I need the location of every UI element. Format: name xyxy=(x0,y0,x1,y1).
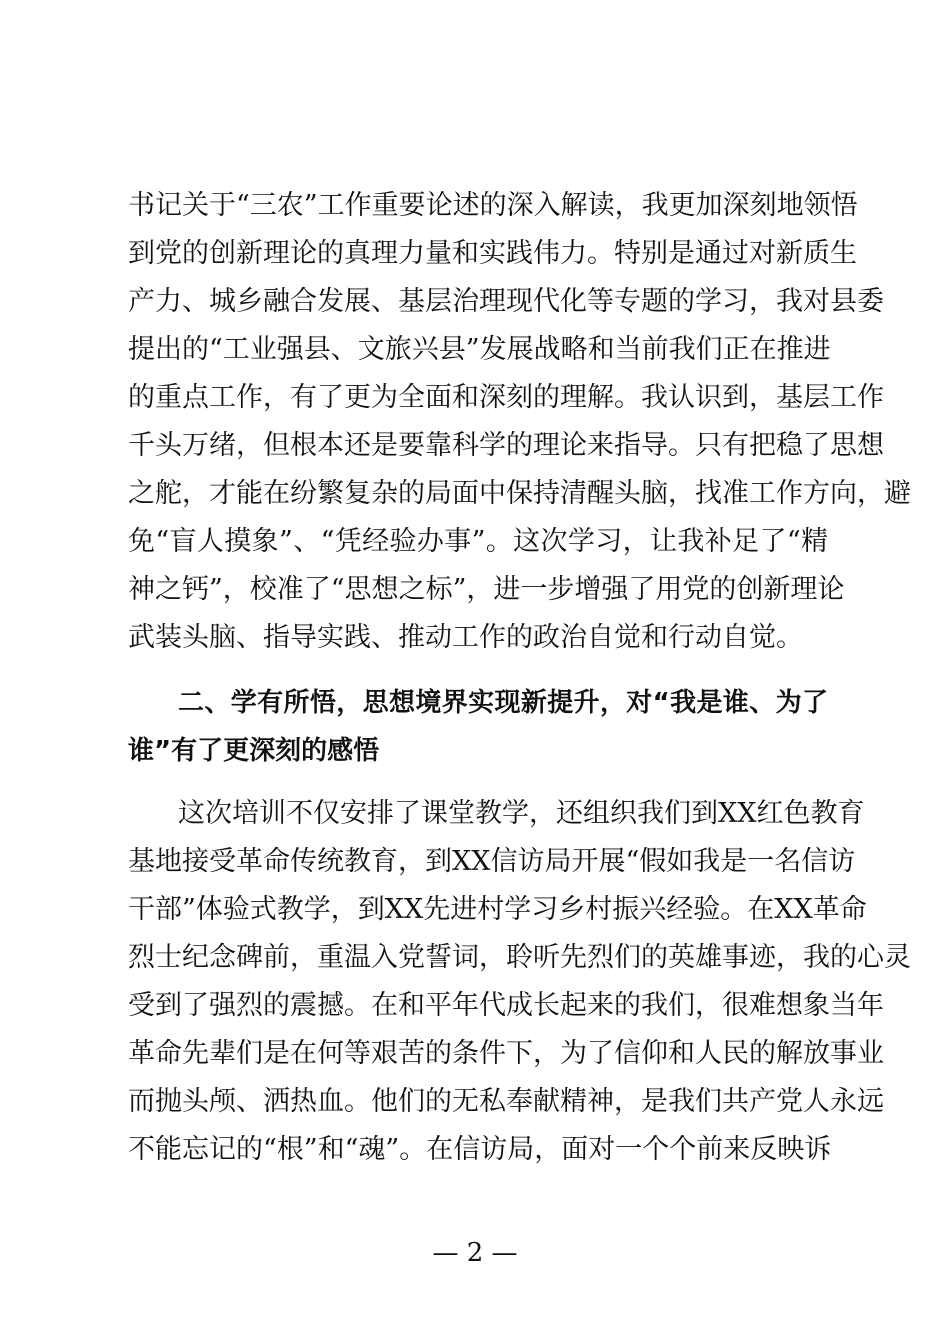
paragraph-1-line-10: 武装头脑、指导实践、推动工作的政治自觉和行动自觉。 xyxy=(128,622,803,653)
section-heading-line-2: 谁”有了更深刻的感悟 xyxy=(128,736,380,766)
paragraph-1-line-6: 千头万绪，但根本还是要靠科学的理论来指导。只有把稳了思想 xyxy=(128,430,884,461)
paragraph-1-line-8: 免“盲人摸象”、“凭经验办事”。这次学习，让我补足了“精 xyxy=(128,526,828,557)
paragraph-1-line-5: 的重点工作，有了更为全面和深刻的理解。我认识到，基层工作 xyxy=(128,382,884,413)
paragraph-1-line-2: 到党的创新理论的真理力量和实践伟力。特别是通过对新质生 xyxy=(128,238,857,269)
paragraph-2-line-5: 受到了强烈的震撼。在和平年代成长起来的我们，很难想象当年 xyxy=(128,990,884,1021)
paragraph-2-line-4: 烈士纪念碑前，重温入党誓词，聆听先烈们的英雄事迹，我的心灵 xyxy=(128,942,911,973)
paragraph-1-line-1: 书记关于“三农”工作重要论述的深入解读，我更加深刻地领悟 xyxy=(128,190,858,221)
paragraph-2-line-6: 革命先辈们是在何等艰苦的条件下，为了信仰和人民的解放事业 xyxy=(128,1038,884,1069)
paragraph-1-line-9: 神之钙”，校准了“思想之标”，进一步增强了用党的创新理论 xyxy=(128,574,845,605)
paragraph-1-line-7: 之舵，才能在纷繁复杂的局面中保持清醒头脑，找准工作方向，避 xyxy=(128,478,911,509)
section-heading-line-1: 二、学有所悟，思想境界实现新提升，对“我是谁、为了 xyxy=(178,688,828,718)
paragraph-2-line-3: 干部”体验式教学，到XX先进村学习乡村振兴经验。在XX革命 xyxy=(128,894,867,925)
paragraph-1-line-3: 产力、城乡融合发展、基层治理现代化等专题的学习，我对县委 xyxy=(128,286,884,317)
paragraph-2-line-1: 这次培训不仅安排了课堂教学，还组织我们到XX红色教育 xyxy=(178,798,865,829)
paragraph-1-line-4: 提出的“工业强县、文旅兴县”发展战略和当前我们正在推进 xyxy=(128,334,831,365)
page-number: — 2 — xyxy=(432,1238,518,1268)
paragraph-2-line-2: 基地接受革命传统教育，到XX信访局开展“假如我是一名信访 xyxy=(128,846,856,877)
paragraph-2-line-8: 不能忘记的“根”和“魂”。在信访局，面对一个个前来反映诉 xyxy=(128,1134,832,1165)
paragraph-2-line-7: 而抛头颅、洒热血。他们的无私奉献精神，是我们共产党人永远 xyxy=(128,1086,884,1117)
